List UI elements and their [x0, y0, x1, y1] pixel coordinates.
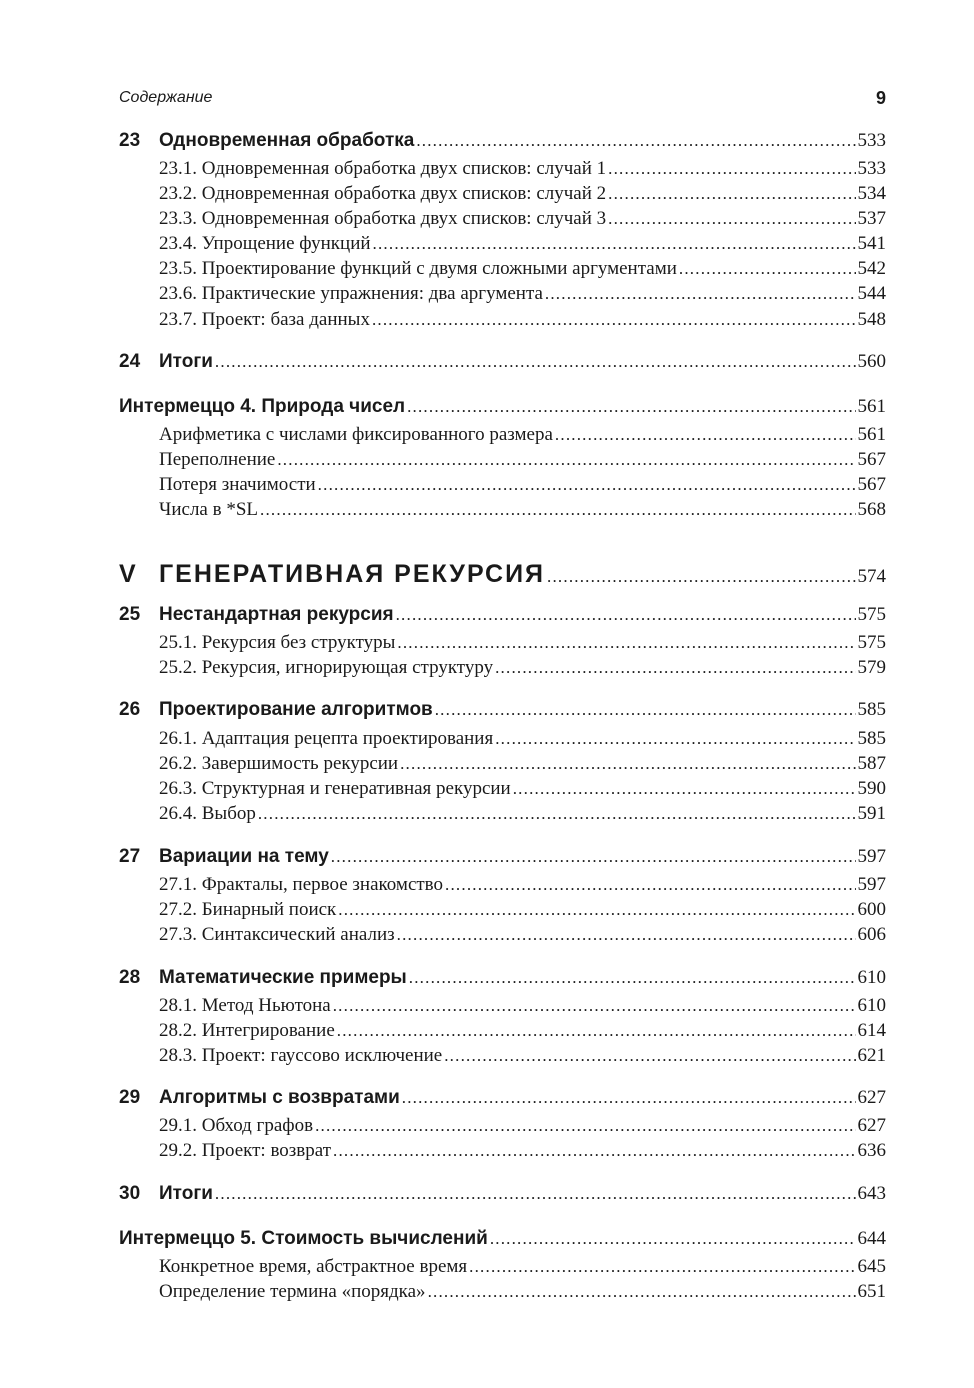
toc-entry-title: Интермеццо 4. Природа чисел: [119, 396, 406, 417]
toc-entry-page: 561: [857, 424, 886, 445]
toc-entry-number: 29: [119, 1087, 141, 1108]
toc-entry-title: 25.1. Рекурсия без структуры: [159, 632, 396, 653]
dot-leader: [333, 996, 856, 1016]
dot-leader: [608, 209, 855, 229]
dot-leader: [416, 131, 855, 151]
toc-entry-sub[interactable]: [119, 995, 886, 1020]
toc-entry-title: Арифметика с числами фиксированного размера: [159, 424, 553, 445]
toc-entry-sub[interactable]: [119, 474, 886, 499]
toc-entry-number: V: [119, 560, 138, 588]
toc-entry-page: 600: [857, 899, 886, 920]
toc-entry-sub[interactable]: [119, 1020, 886, 1045]
toc-entry-number: 23: [119, 130, 141, 151]
toc-entry-sub[interactable]: [119, 753, 886, 778]
toc-entry-chapter[interactable]: [119, 1183, 886, 1209]
toc-entry-page: 606: [857, 924, 886, 945]
dot-leader: [333, 1141, 855, 1161]
toc-entry-chapter[interactable]: [119, 1087, 886, 1113]
toc-entry-title: 26.2. Завершимость рекурсии: [159, 753, 399, 774]
toc-entry-page: 533: [857, 130, 886, 151]
toc-entry-title: 27.2. Бинарный поиск: [159, 899, 337, 920]
toc-entry-sub[interactable]: [119, 158, 886, 183]
toc-entry-page: 561: [857, 396, 886, 417]
dot-leader: [490, 1229, 856, 1249]
dot-leader: [331, 847, 856, 867]
toc-entry-chapter[interactable]: [119, 967, 886, 993]
toc-entry-title: 26.4. Выбор: [159, 803, 256, 824]
dot-leader: [338, 900, 855, 920]
toc-entry-title: Вариации на тему: [159, 846, 329, 867]
toc-entry-title: 23.2. Одновременная обработка двух списков: случай 2: [159, 183, 607, 204]
toc-entry-title: 29.2. Проект: возврат: [159, 1140, 332, 1161]
dot-leader: [215, 1184, 856, 1204]
dot-leader: [318, 475, 856, 495]
toc-entry-title: 28.3. Проект: гауссово исключение: [159, 1045, 443, 1066]
dot-leader: [396, 605, 856, 625]
toc-entry-title: Нестандартная рекурсия: [159, 604, 394, 625]
toc-entry-sub[interactable]: [119, 803, 886, 828]
toc-entry-page: 614: [857, 1020, 886, 1041]
toc-entry-sub[interactable]: [119, 233, 886, 258]
toc-entry-sub[interactable]: [119, 778, 886, 803]
toc-entry-page: 567: [857, 449, 886, 470]
toc-page: [119, 0, 886, 1388]
toc-entry-part[interactable]: [119, 560, 886, 594]
toc-entry-sub[interactable]: [119, 924, 886, 949]
dot-leader: [495, 729, 855, 749]
toc-entry-page: 610: [857, 995, 886, 1016]
toc-entry-title: 26.1. Адаптация рецепта проектирования: [159, 728, 494, 749]
toc-entry-page: 585: [857, 699, 886, 720]
toc-entry-sub[interactable]: [119, 657, 886, 682]
toc-entry-chapter[interactable]: [119, 699, 886, 725]
dot-leader: [608, 159, 855, 179]
toc-entry-title: 29.1. Обход графов: [159, 1115, 314, 1136]
toc-entry-sub[interactable]: [119, 309, 886, 334]
toc-entry-title: Итоги: [159, 351, 213, 372]
dot-leader: [400, 754, 855, 774]
toc-entry-title: 25.2. Рекурсия, игнорирующая структуру: [159, 657, 494, 678]
toc-entry-title: 27.3. Синтаксический анализ: [159, 924, 395, 945]
toc-entry-page: 644: [857, 1228, 886, 1249]
toc-entry-number: 26: [119, 699, 141, 720]
toc-entry-chapter[interactable]: [119, 604, 886, 630]
page-number: 9: [875, 88, 886, 108]
toc-entry-sub[interactable]: [119, 449, 886, 474]
toc-entry-number: 27: [119, 846, 141, 867]
toc-entry-title: Числа в *SL: [159, 499, 259, 520]
toc-entry-page: 591: [857, 803, 886, 824]
toc-entry-title: Интермеццо 5. Стоимость вычислений: [119, 1228, 488, 1249]
dot-leader: [215, 352, 856, 372]
dot-leader: [513, 779, 856, 799]
toc-entry-page: 610: [857, 967, 886, 988]
toc-entry-chapter[interactable]: [119, 846, 886, 872]
toc-entry-page: 560: [857, 351, 886, 372]
dot-leader: [402, 1088, 856, 1108]
toc-entry-title: Алгоритмы с возвратами: [159, 1087, 400, 1108]
toc-entry-sub[interactable]: [119, 183, 886, 208]
dot-leader: [428, 1282, 856, 1302]
toc-entry-inter[interactable]: [119, 396, 886, 422]
toc-entry-title: 28.2. Интегрирование: [159, 1020, 335, 1041]
toc-entry-title: 26.3. Структурная и генеративная рекурсии: [159, 778, 511, 799]
toc-entry-title: Конкретное время, абстрактное время: [159, 1256, 468, 1277]
running-header-section: Содержание: [119, 89, 213, 106]
dot-leader: [679, 259, 856, 279]
toc-entry-page: 548: [857, 309, 886, 330]
toc-entry-sub[interactable]: [119, 1045, 886, 1070]
toc-entry-page: 567: [857, 474, 886, 495]
toc-entry-page: 533: [857, 158, 886, 179]
dot-leader: [608, 184, 855, 204]
toc-entry-page: 590: [857, 778, 886, 799]
toc-entry-page: 651: [857, 1281, 886, 1302]
dot-leader: [373, 234, 856, 254]
toc-entry-title: Определение термина «порядка»: [159, 1281, 426, 1302]
dot-leader: [397, 925, 856, 945]
dot-leader: [444, 1046, 855, 1066]
toc-entry-title: 23.5. Проектирование функций с двумя сложными аргументами: [159, 258, 677, 279]
toc-entry-title: Потеря значимости: [159, 474, 316, 495]
toc-entry-sub[interactable]: [119, 499, 886, 524]
toc-entry-sub[interactable]: [119, 1140, 886, 1165]
dot-leader: [397, 633, 855, 653]
dot-leader: [495, 658, 855, 678]
toc-entry-sub[interactable]: [119, 1281, 886, 1306]
toc-entry-sub[interactable]: [119, 424, 886, 449]
toc-entry-page: 537: [857, 208, 886, 229]
toc-entry-title: 27.1. Фракталы, первое знакомство: [159, 874, 444, 895]
toc-entry-sub[interactable]: [119, 632, 886, 657]
dot-leader: [445, 875, 855, 895]
dot-leader: [407, 397, 855, 417]
toc-entry-page: 627: [857, 1087, 886, 1108]
toc-entry-page: 621: [857, 1045, 886, 1066]
dot-leader: [435, 700, 856, 720]
toc-entry-title: 23.3. Одновременная обработка двух списков: случай 3: [159, 208, 607, 229]
toc-entry-title: Математические примеры: [159, 967, 407, 988]
toc-entry-title: Переполнение: [159, 449, 276, 470]
toc-entry-title: 23.4. Упрощение функций: [159, 233, 371, 254]
toc-entry-inter[interactable]: [119, 1228, 886, 1254]
toc-entry-title: 28.1. Метод Ньютона: [159, 995, 331, 1016]
running-header: [119, 86, 886, 110]
toc-entry-page: 579: [857, 657, 886, 678]
toc-entry-page: 541: [857, 233, 886, 254]
toc-entry-page: 574: [857, 566, 886, 587]
toc-entry-title: 23.7. Проект: база данных: [159, 309, 370, 330]
toc-entry-title: 23.1. Одновременная обработка двух списков: случай 1: [159, 158, 607, 179]
toc-entry-page: 587: [857, 753, 886, 774]
toc-entry-title: 23.6. Практические упражнения: два аргумента: [159, 283, 543, 304]
toc-entry-sub[interactable]: [119, 1256, 886, 1281]
dot-leader: [469, 1257, 855, 1277]
toc-entry-page: 585: [857, 728, 886, 749]
toc-entry-title: Итоги: [159, 1183, 213, 1204]
toc-entry-page: 643: [857, 1183, 886, 1204]
dot-leader: [545, 284, 856, 304]
toc-entry-page: 645: [857, 1256, 886, 1277]
toc-entry-page: 597: [857, 874, 886, 895]
toc-entry-page: 627: [857, 1115, 886, 1136]
toc-entry-page: 636: [857, 1140, 886, 1161]
toc-entry-sub[interactable]: [119, 283, 886, 308]
toc-entry-page: 575: [857, 604, 886, 625]
toc-entry-page: 568: [857, 499, 886, 520]
toc-entry-page: 534: [857, 183, 886, 204]
dot-leader: [337, 1021, 856, 1041]
toc-entry-sub[interactable]: [119, 258, 886, 283]
toc-entry-page: 542: [857, 258, 886, 279]
toc-entry-page: 597: [857, 846, 886, 867]
toc-entry-chapter[interactable]: [119, 130, 886, 156]
dot-leader: [258, 804, 856, 824]
toc-entry-title: ГЕНЕРАТИВНАЯ РЕКУРСИЯ: [159, 560, 546, 588]
toc-entry-sub[interactable]: [119, 208, 886, 233]
dot-leader: [372, 310, 856, 330]
toc-entry-page: 575: [857, 632, 886, 653]
toc-entry-sub[interactable]: [119, 1115, 886, 1140]
toc-entry-chapter[interactable]: [119, 351, 886, 377]
toc-entry-sub[interactable]: [119, 728, 886, 753]
toc-entry-number: 30: [119, 1183, 141, 1204]
dot-leader: [260, 500, 855, 520]
dot-leader: [315, 1116, 855, 1136]
toc-entry-page: 544: [857, 283, 886, 304]
toc-entry-title: Одновременная обработка: [159, 130, 415, 151]
toc-entry-sub[interactable]: [119, 899, 886, 924]
toc-entry-number: 24: [119, 351, 141, 372]
dot-leader: [277, 450, 855, 470]
toc-entry-sub[interactable]: [119, 874, 886, 899]
toc-entry-title: Проектирование алгоритмов: [159, 699, 433, 720]
toc-entry-number: 28: [119, 967, 141, 988]
toc-entry-number: 25: [119, 604, 141, 625]
dot-leader: [555, 425, 856, 445]
dot-leader: [409, 968, 856, 988]
dot-leader: [547, 567, 855, 587]
